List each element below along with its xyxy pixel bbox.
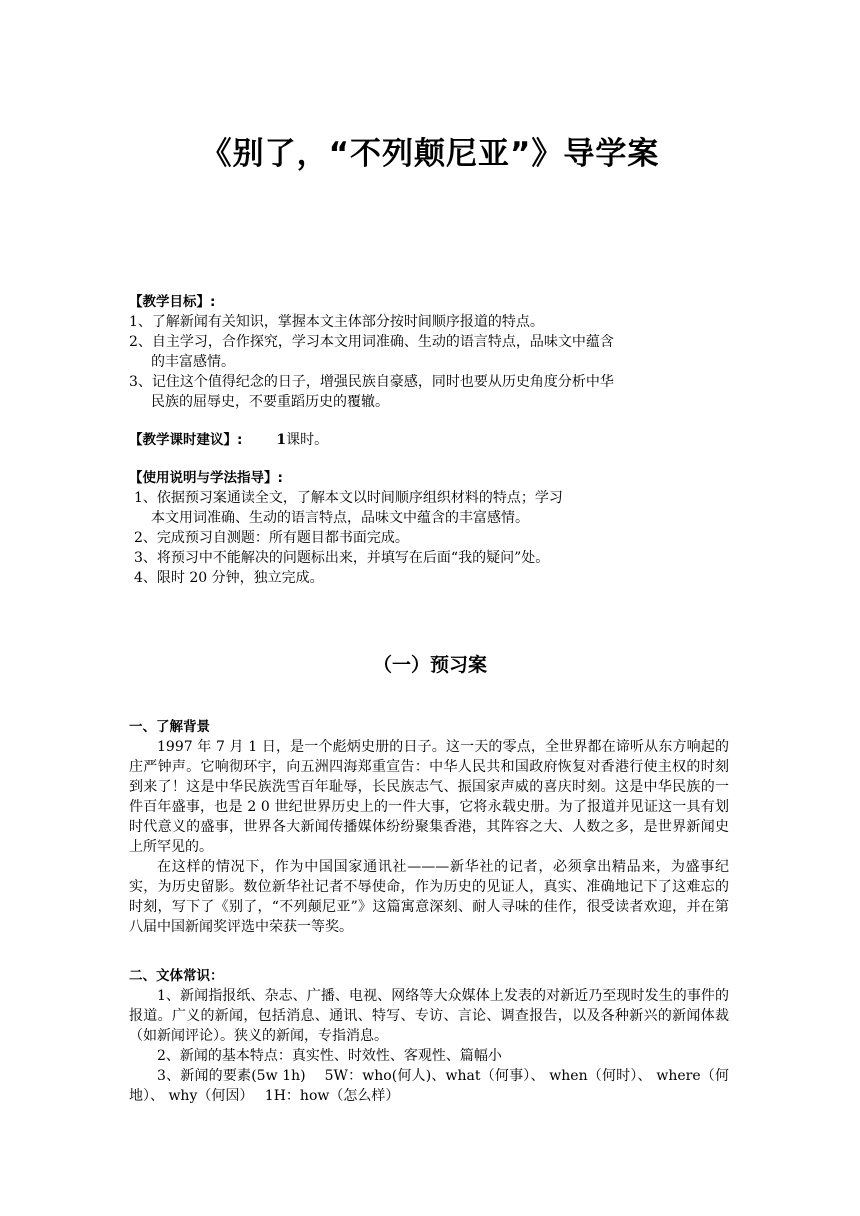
genre-paragraph: 2、新闻的基本特点：真实性、时效性、客观性、篇幅小 (157, 1048, 502, 1064)
objectives-heading: 【教学目标】: (129, 294, 216, 310)
guidance-item: 4、限时 20 分钟，独立完成。 (134, 570, 324, 586)
background-paragraph: 在这样的情况下，作为中国国家通讯社———新华社的记者，必须拿出精品来，为盛事纪实，为历史留影。数位新华社记者不辱使命，作为历史的见证人，真实、准确地记下了这难忘的时刻，写下了《别了，“不列颠尼亚”》这篇寓意深刻、耐人寻味的佳作，很受读者欢迎，并在第八届中国新闻奖评选中荣获一等奖。 (129, 859, 729, 935)
objective-item: 3、记住这个值得纪念的日子，增强民族自豪感，同时也要从历史角度分析中华 (129, 374, 614, 390)
guidance-item: 1、依据预习案通读全文，了解本文以时间顺序组织材料的特点；学习 (134, 490, 563, 506)
objective-item-continued: 的丰富感情。 (151, 354, 235, 370)
background-paragraph: 1997 年 7 月 1 日，是一个彪炳史册的日子。这一天的零点，全世界都在谛听从东方响起的庄严钟声。它响彻环宇，向五洲四海郑重宣告：中华人民共和国政府恢复对香港行使主权的时刻到来了！这是中华民族洗雪百年耻辱，长民族志气、振国家声威的喜庆时刻。这是中华民族的一件百年盛事，也是 2 0 世纪世界历史上的一件大事，它将永载史册。为了报道并见证这一具有划时代意义的盛事，世界各大新闻传播媒体纷纷聚集香港，其阵容之大、人数之多，是世界新闻史上所罕见的。 (129, 739, 729, 855)
objective-item-continued: 民族的屈辱史，不要重蹈历史的覆辙。 (151, 394, 389, 410)
objective-item: 1、了解新闻有关知识，掌握本文主体部分按时间顺序报道的特点。 (129, 314, 544, 330)
guidance-section (129, 468, 729, 588)
objective-item: 2、自主学习，合作探究，学习本文用词准确、生动的语言特点，品味文中蕴含 (129, 334, 614, 350)
section-title: （一）预习案 (372, 654, 487, 676)
document-title: 《别了，“不列颠尼亚”》导学案 (200, 136, 660, 172)
guidance-item-continued: 本文用词准确、生动的语言特点，品味文中蕴含的丰富感情。 (151, 510, 529, 526)
genre-heading: 二、文体常识： (129, 968, 224, 984)
background-heading: 一、了解背景 (129, 719, 210, 735)
guidance-heading: 【使用说明与学法指导】: (129, 470, 283, 486)
guidance-item: 2、完成预习自测题：所有题目都书面完成。 (134, 530, 409, 546)
objectives-section (129, 292, 729, 412)
background-section (129, 717, 729, 937)
guidance-item: 3、将预习中不能解决的问题标出来，并填写在后面“我的疑问”处。 (134, 550, 550, 566)
hours-section (129, 430, 729, 450)
genre-paragraph: 1、新闻指报纸、杂志、广播、电视、网络等大众媒体上发表的对新近乃至现时发生的事件的报道。广义的新闻，包括消息、通讯、特写、专访、言论、调查报告，以及各种新兴的新闻体裁（如新闻评论）。狭义的新闻，专指消息。 (129, 988, 729, 1044)
hours-unit: 课时。 (286, 432, 329, 448)
hours-heading: 【教学课时建议】: (129, 432, 243, 448)
genre-section (129, 966, 729, 1106)
genre-paragraph: 3、新闻的要素(5w 1h) 5W：who(何人)、what（何事）、 when（何时）、 where（何地）、 why（何因） 1H：how（怎么样） (129, 1068, 729, 1104)
hours-number: 1 (276, 432, 287, 448)
